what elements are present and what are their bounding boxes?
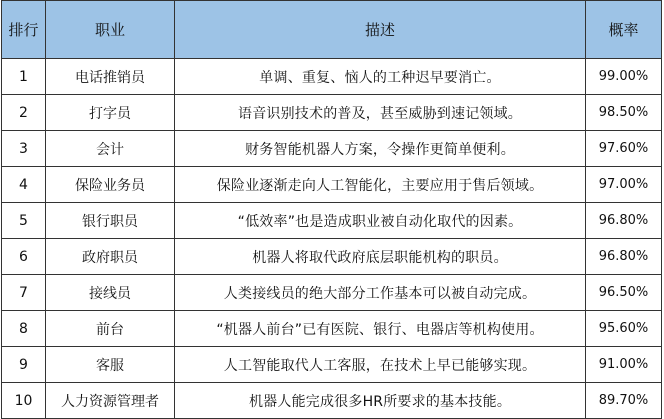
cell-job: 人力资源管理者 (46, 383, 175, 419)
cell-rank: 3 (2, 131, 46, 167)
table-header (2, 1, 662, 59)
cell-probability: 97.00% (586, 167, 662, 203)
cell-description: “机器人前台”已有医院、银行、电器店等机构使用。 (175, 311, 586, 347)
table-row (2, 347, 662, 383)
table-row (2, 383, 662, 419)
cell-description: 财务智能机器人方案，令操作更简单便利。 (175, 131, 586, 167)
cell-probability: 97.60% (586, 131, 662, 167)
table-row (2, 167, 662, 203)
header-rank: 排行 (2, 1, 46, 59)
cell-description: “低效率”也是造成职业被自动化取代的因素。 (175, 203, 586, 239)
cell-probability: 96.50% (586, 275, 662, 311)
table-row (2, 239, 662, 275)
cell-description: 人类接线员的绝大部分工作基本可以被自动完成。 (175, 275, 586, 311)
table-row (2, 275, 662, 311)
cell-probability: 91.00% (586, 347, 662, 383)
cell-description: 语音识别技术的普及，甚至威胁到速记领域。 (175, 95, 586, 131)
cell-rank: 9 (2, 347, 46, 383)
cell-description: 机器人能完成很多HR所要求的基本技能。 (175, 383, 586, 419)
header-row (2, 1, 662, 59)
cell-probability: 96.80% (586, 203, 662, 239)
table-body (2, 59, 662, 419)
cell-job: 会计 (46, 131, 175, 167)
cell-rank: 7 (2, 275, 46, 311)
cell-rank: 1 (2, 59, 46, 95)
cell-rank: 5 (2, 203, 46, 239)
cell-probability: 98.50% (586, 95, 662, 131)
occupation-automation-table (1, 0, 662, 419)
table-row (2, 203, 662, 239)
cell-rank: 6 (2, 239, 46, 275)
table-row (2, 95, 662, 131)
cell-description: 保险业逐渐走向人工智能化，主要应用于售后领域。 (175, 167, 586, 203)
cell-probability: 95.60% (586, 311, 662, 347)
cell-rank: 8 (2, 311, 46, 347)
cell-description: 机器人将取代政府底层职能机构的职员。 (175, 239, 586, 275)
cell-job: 打字员 (46, 95, 175, 131)
cell-probability: 89.70% (586, 383, 662, 419)
cell-rank: 2 (2, 95, 46, 131)
table-row (2, 59, 662, 95)
cell-job: 前台 (46, 311, 175, 347)
header-probability: 概率 (586, 1, 662, 59)
cell-description: 单调、重复、恼人的工种迟早要消亡。 (175, 59, 586, 95)
cell-rank: 4 (2, 167, 46, 203)
cell-job: 电话推销员 (46, 59, 175, 95)
header-description: 描述 (175, 1, 586, 59)
cell-job: 客服 (46, 347, 175, 383)
table-row (2, 131, 662, 167)
cell-rank: 10 (2, 383, 46, 419)
header-job: 职业 (46, 1, 175, 59)
cell-job: 政府职员 (46, 239, 175, 275)
cell-probability: 96.80% (586, 239, 662, 275)
cell-job: 银行职员 (46, 203, 175, 239)
table-row (2, 311, 662, 347)
cell-probability: 99.00% (586, 59, 662, 95)
cell-job: 接线员 (46, 275, 175, 311)
cell-description: 人工智能取代人工客服，在技术上早已能够实现。 (175, 347, 586, 383)
cell-job: 保险业务员 (46, 167, 175, 203)
